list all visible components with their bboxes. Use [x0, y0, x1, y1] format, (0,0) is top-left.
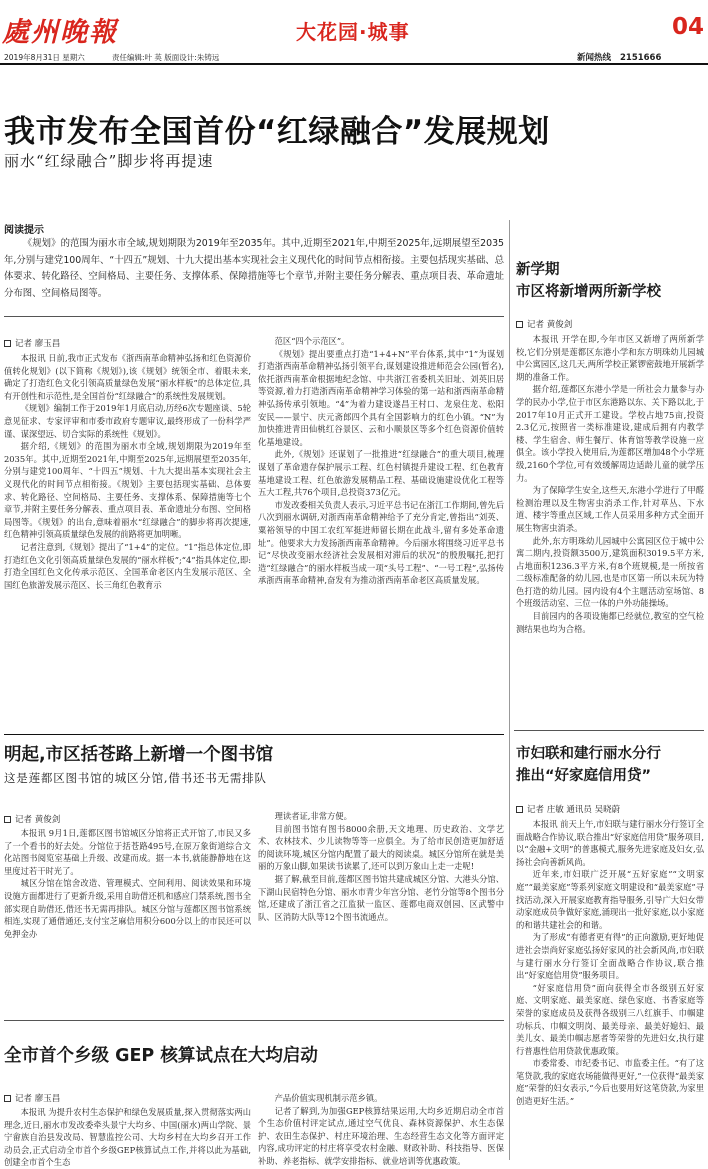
main-subheadline: 丽水“红绿融合”脚步将再提速	[4, 152, 214, 170]
main-article-col2: 范区“四个示范区”。 《规划》提出要重点打造“1+4+N”平台体系,其中“1”为谋划打造浙西南革命精神弘扬引领平台,谋划建设推进师范会公园(暂名),依托浙西南革命根据地纪念馆、中共浙江省委机关旧址、刘英旧居等资源,着力打造浙西南革命精神学习体验的第一站和浙西南革命精神弘扬传承引领地。“4”为着力建设遂昌王村口、龙泉住龙、松阳安民——景宁、庆元斋郎四个具有全国影响力的红色小镇。“N”为加快推进青田仙桃红谷景区、云和小顺景区等多个红色资源价值转化基地建设。 此外,《规划》还谋划了一批推进“红绿融合”的重大项目,梳理谋划了革命遗存保护展示工程、红色村镇提升建设工程、红色教育基地建设工程、红色旅游发展精品工程、基础设施建设优化工程等五大工程,共76个项目,总投资373亿元。 市发改委相关负责人表示,习近平总书记在浙江工作期间,曾先后八次到丽水调研,对浙西南革命精神给予了充分肯定,曾指出“刘英、粟裕领导的中国工农红军挺进师留长期在此战斗,留有多处革命遗址”。他要求大力发扬浙西南革命精神。今后丽水将围绕习近平总书记“尽快改变丽水经济社会发展相对滞后的状况”的殷殷嘱托,把打造“红绿融合”的丽水样板当成一项“头号工程”、“一号工程”,弘扬传承浙西南革命精神,奋发有为推动浙西南革命老区高质量发展。	[258, 336, 504, 586]
article2-headline: 明起,市区括苍路上新增一个图书馆	[4, 745, 274, 765]
side1-title-line2: 市区将新增两所新学校	[516, 284, 661, 300]
article2-subheadline: 这是莲都区图书馆的城区分馆,借书还书无需排队	[4, 771, 267, 785]
article3-top-rule	[4, 1020, 504, 1021]
side2-title-line1: 市妇联和建行丽水分行	[516, 746, 661, 762]
summary-text: 《规划》的范围为丽水市全域,规划期限为2019年至2035年。其中,近期至2021年,中期至2025年,远期展望至2035年,分别与建党100周年、“十四五”规划、十九大提出基本实现社会主义现代化的时间节点相衔接。主要包括现实基础、总体要求、转化路径、空间格局、主要任务、支撑体系、保障措施等七个章节,并附主要任务分解表、重点项目表、革命遗址分布图、空间格局图等。	[4, 238, 504, 299]
main-article-col1: 本报讯 日前,我市正式发布《浙西南革命精神弘扬和红色资源价值转化规划》(以下简称《规划》),该《规划》统领全市、着眼未来,确定了打造红色文化引领高质量绿色发展“丽水样板”的总体定位,具有开创性和示范性,是全国首份“红绿融合”的系统性发展规划。 《规划》编制工作于2019年1月底启动,历经6次专题座谈、5轮意见征求、专家评审和市委市政府专题审议,最终形成了一份科学严谨、谋深望远、切合实际的系统性《规划》。 据介绍,《规划》的范围为丽水市全域,规划期限为2019年至2035年。其中,近期至2021年,中期至2025年,远期展望至2035年,分别与建党100周年、“十四五”规划、十九大提出基本实现社会主义现代化的时间节点相衔接。《规划》主要包括现实基础、总体要求、转化路径、空间格局、主要任务、支撑体系、保障措施等七个章节,并附主要任务分解表、重点项目表、革命遗址分布图、空间格局图等。《规划》的出台,意味着丽水“红绿融合”的脚步将再次提速,红色精神引领高质量绿色发展的前路将更加明晰。 记者注意到,《规划》提出了“1+4”的定位。“1”指总体定位,即打造红色文化引领高质量绿色发展的“丽水样板”;“4”指具体定位,即:打造全国红色文化传承示范区、全国革命老区内生发展示范区、全国红色旅游发展示范区、长三角红色教育示	[4, 353, 252, 590]
side2-body: 本报讯 前天上午,市妇联与建行丽水分行签订全面战略合作协议,联合推出“好家庭信用贷”服务项目,以“金融+文明”的普惠模式,服务先进家庭及妇女,弘扬社会向善新风尚。 近年来,市妇联广泛开展“五好家庭”“文明家庭”“最美家庭”等系列家庭文明建设和“最美家庭”寻找活动,深入开展家庭教育指导服务,引导广大妇女带动家庭成员争做好家庭,涌现出一批好家庭,以小家庭的和谐共建社会的和谐。 为了形成“有德者更有得”的正向激励,更好地促进社会崇尚好家庭弘扬好家风的社会新风尚,市妇联与建行丽水分行签订全面战略合作协议,联合推出“好家庭信用贷”服务项目。 “好家庭信用贷”面向获得全市各级别五好家庭、文明家庭、最美家庭、绿色家庭、书香家庭等荣誉的家庭成员及获得各级别三八红旗手、巾帼建功标兵、巾帼文明岗、最美母亲、最美好媳妇、最美儿女、最美巾帼志愿者等荣誉的先进妇女,执行建行普惠性信用贷款优惠政策。 市委常委、市纪委书记、市监委主任。“有了这笔贷款,我的家庭农场能做得更好,”一位获得“最美家庭”荣誉的妇女表示,“今后也要用好这笔贷款,为家里创造更好生活。”	[516, 819, 704, 1107]
article2-top-rule	[4, 734, 504, 735]
hotline-number: 2151666	[619, 53, 662, 63]
side1-title-line1: 新学期	[516, 262, 560, 278]
summary-label: 阅读提示	[4, 225, 44, 236]
newspaper-logo: 處州晚報	[2, 17, 118, 48]
article3-headline: 全市首个乡级 GEP 核算试点在大均启动	[4, 1046, 318, 1066]
article3-col1: 本报讯 为提升农村生态保护和绿色发展质量,探入贯彻落实两山理念,近日,丽水市发改委牵头景宁大均乡、中国(丽水)两山学院、景宁畲族自治县发改局、智慧监控公司、大均乡村在大均乡召开工作动员会,正式启动全市首个乡级GEP核算试点工作,并将以此为基础,创建全市首个生态	[4, 1107, 251, 1168]
hotline-label: 新闻热线	[577, 53, 612, 63]
masthead-rule	[0, 63, 708, 65]
main-headline: 我市发布全国首份“红绿融合”发展规划	[4, 114, 550, 150]
masthead	[0, 0, 708, 66]
main-byline: 记者 廖玉昌	[4, 337, 60, 349]
section-name: 大花园·城事	[296, 20, 410, 44]
summary-bottom-rule	[4, 316, 504, 317]
article2-byline: 记者 黄俊剑	[4, 813, 60, 825]
right-column-divider	[509, 220, 510, 1160]
side2-title-line2: 推出“好家庭信用贷”	[516, 768, 652, 784]
article2-col2: 理读者证,非常方便。 目前图书馆有图书8000余册,天文地理、历史政治、文学艺术、农林技术、少儿读物等等一应俱全。为了给市民创造更加舒适的阅读环境,城区分馆内配置了最大的阅读桌。城区分馆所在就是美丽的万象山脚,如果读书读累了,还可以到万象山上走一走呢! 据了解,截至目前,莲都区图书馆共建成城区分馆、大港头分馆、下湖山民宿特色分馆、丽水市青少年宫分馆、老竹分馆等8个图书分馆,还建成了浙江省之江监狱一监区、莲都电商双创园、区武警中队、区消防大队等12个图书流通点。	[258, 811, 504, 922]
editors-line: 责任编辑:叶 英 版面设计:朱铸远	[112, 53, 220, 62]
article3-col2: 产品价值实现机制示范乡镇。 记者了解到,为加强GEP核算结果运用,大均乡近期启动全市首个生态价值村评定试点,通过空气优良、森林资源保护、水生态保护、农田生态保护、村庄环境治理、生态经营生态文化等方面评定内容,成功评定的村庄将享受农村金融、财政补助、科技指导、医保补助、养老指标、就学安排指标、就业培训等优惠政策。	[258, 1093, 504, 1166]
side1-body: 本报讯 开学在即,今年市区又新增了两所新学校,它们分别是莲都区东港小学和东方明珠幼儿园城中公寓园区,这几天,两所学校正紧锣密鼓地开展新学期的准备工作。 据介绍,莲都区东港小学是一所社会力量参与办学的民办小学,位于市区东港路以东、关下路以北,于2017年10月正式开工建设。学校占地75亩,投资2.3亿元,按照省一类标准建设,建成后拥有内教学楼、学生宿舍、师生餐厅、体育馆等教学设施一应俱全。该小学投入使用后,为莲都区增加48个小学班级,2160个学位,可有效缓解周边适龄儿童的就学压力。 为了保障学生安全,这些天,东港小学进行了甲醛检测治理以及生物害虫消杀工作,针对草丛、下水道、楼宇等重点区域,工作人员采用多种方式全面开展生物害虫消杀。 此外,东方明珠幼儿园城中公寓园区位于城中公寓二期内,投资额3500万,建筑面积3019.5平方米,占地面积1236.3平方米,有8个班规模,是一所按省二级标准配备的幼儿园,也是市区第一所以未玩为特色打造的幼儿园。园内设有4个主题活动室场馆、8个班级活动室、三位一体的户外功能操场。 目前园内的各项设施都已经就位,教室的空气检测结果也均为合格。	[516, 334, 704, 634]
side2-top-rule	[514, 730, 704, 731]
date-line: 2019年8月31日 星期六	[4, 53, 85, 62]
article3-byline: 记者 廖玉昌	[4, 1092, 60, 1104]
side2-byline: 记者 庄敏 通讯员 吴晓蔚	[516, 803, 620, 815]
article2-col1: 本报讯 9月1日,莲都区图书馆城区分馆将正式开馆了,市民又多了一个看书的好去处。分馆位于括苍路495号,在原万象街道综合文化站图书阅览室基础上升级、改建而成。据一本书,就能静静地在这里度过若干时光了。 城区分馆在馆舍改造、管理模式、空间利用、阅读效果和环境设施方面都进行了更新升级,采用自助借还机和感应门禁系统,图书全部实现自助借还,借还书无需再排队。城区分馆与莲都区图书馆系统相连,实现了通借通还,支付宝芝麻信用积分600分以上的市民还可以免押金办	[4, 828, 251, 939]
hotline	[577, 51, 661, 63]
page-number: 04	[672, 14, 705, 40]
side1-byline: 记者 黄俊剑	[516, 318, 572, 330]
